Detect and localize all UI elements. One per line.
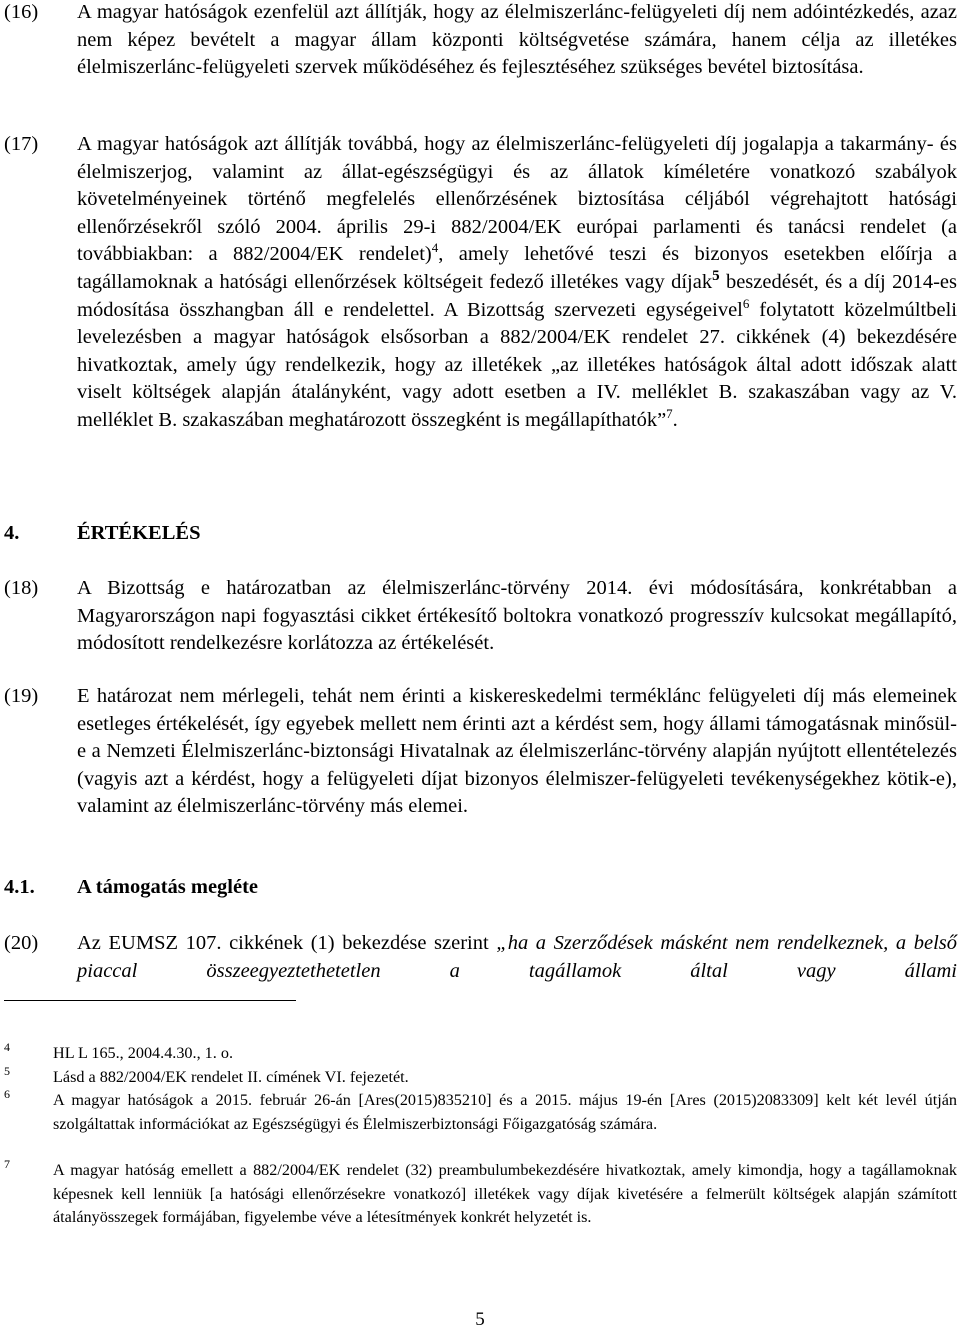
paragraph-number: (19) [4, 685, 39, 707]
footnote-4 [0, 1042, 960, 1066]
heading-title: ÉRTÉKELÉS [77, 522, 201, 544]
footnote-ref-5: 5 [712, 267, 720, 284]
paragraph-18 [0, 575, 960, 658]
paragraph-19 [0, 683, 960, 821]
footnote-ref-6: 6 [742, 295, 750, 311]
section-heading-4-1 [4, 876, 258, 899]
footnote-separator [4, 1000, 296, 1001]
heading-title: A támogatás megléte [77, 876, 259, 898]
footnote-mark: 5 [4, 1064, 10, 1078]
quoted-treaty-text: „ha a Szerződések másként nem rendelkeznek, a belső piaccal összeegyeztethetetlen a tagállamok által vagy állami [77, 932, 957, 982]
paragraph-text: Az EUMSZ 107. cikkének (1) bekezdése szerint „ha a Szerződések másként nem rendelkeznek, a belső piaccal összeegyeztethetetlen a tagállamok által vagy állami [77, 932, 957, 982]
paragraph-number: (20) [4, 932, 39, 954]
footnote-text: HL L 165., 2004.4.30., 1. o. [53, 1044, 233, 1062]
footnote-mark: 4 [4, 1040, 10, 1054]
footnote-mark: 7 [4, 1157, 10, 1171]
footnote-text: A magyar hatóság emellett a 882/2004/EK rendelet (32) preambulumbekezdésére hivatkoztak, amely kimondja, hogy a tagállamoknak képesnek kell lenniük [a hatósági ellenőrzésekre vonatkozó] illetékek vagy díjak kivetésére a felmerült költségek alapján számított átalányösszegek formájában, figyelembe véve a létesítmények konkrét helyzetét is. [53, 1161, 957, 1227]
footnote-ref-4: 4 [431, 240, 439, 256]
footnote-mark: 6 [4, 1087, 10, 1101]
footnote-text: A magyar hatóságok a 2015. február 26-án [Ares(2015)835210] és a 2015. május 19-én [Ares (2015)2083309] kelt két levél útján szolgáltattak információkat az Egészségügyi és Élelmiszerbiztonsági Főigazgatóság számára. [53, 1091, 957, 1133]
paragraph-20 [0, 930, 960, 985]
footnote-text: Lásd a 882/2004/EK rendelet II. címének VI. fejezetét. [53, 1068, 409, 1086]
paragraph-number: (18) [4, 577, 39, 599]
paragraph-text: E határozat nem mérlegeli, tehát nem érinti a kiskereskedelmi terméklánc felügyeleti díj más elemeinek esetleges értékelését, így egyebek mellett nem érinti azt a kérdést sem, hogy állami támogatásnak minősül-e a Nemzeti Élelmiszerlánc-biztonsági Hivatalnak az élelmiszerlánc-törvény alapján nyújtott ellentételezés (vagyis azt a kérdést, hogy a felügyeleti díjat bizonyos élelmiszer-felügyeleti tevékenységekhez kötik-e), valamint az élelmiszerlánc-törvény más elemei. [77, 685, 957, 818]
paragraph-text: A magyar hatóságok azt állítják továbbá, hogy az élelmiszerlánc-felügyeleti díj jogalapja a takarmány- és élelmiszerjog, valamint az állat-egészségügyi és az állatok kíméletére vonatkozó szabályok követelményeinek történő megfelelés ellenőrzésének biztosítása céljából végrehajtott hatósági ellenőrzésekről szóló 2004. április 29-i 882/2004/EK európai parlamenti és tanácsi rendelet (a továbbiakban: a 882/2004/EK rendelet)$^4$, amely lehetővé teszi és bizonyos esetekben előírja a tagállamoknak a hatósági ellenőrzések költségeit fedező illetékes vagy díjak$^5$ beszedését, és a díj 2014-es módosítása összhangban áll e rendelettel. A Bizottság szervezeti egységeivel$^6$ folytatott közelmúltbeli levelezésben a magyar hatóságok elsősorban a 882/2004/EK rendelet 27. cikkének (4) bekezdésére hivatkoztak, amely úgy rendelkezik, hogy az illetékek „az illetékes hatóságok által adott időszak alatt viselt költségek alapján átalányként, vagy adott esetben a IV. melléklet B. szakaszában vagy az V. melléklet B. szakaszában meghatározott összegként is megállapíthatók”$^7$. [77, 133, 957, 431]
paragraph-number: (16) [4, 1, 39, 23]
paragraph-text: A magyar hatóságok ezenfelül azt állítják, hogy az élelmiszerlánc-felügyeleti díj nem adóintézkedés, azaz nem képez bevételt a magyar állam központi költségvetése számára, hanem célja az illetékes élelmiszerlánc-felügyeleti szervek működéséhez és fejlesztéséhez szükséges bevétel biztosítása. [77, 1, 957, 79]
footnote-ref-7: 7 [666, 405, 673, 421]
section-heading-4 [4, 522, 200, 545]
footnote-7 [0, 1159, 960, 1230]
heading-number: 4. [4, 522, 20, 544]
heading-number: 4.1. [4, 876, 35, 898]
footnote-5 [0, 1066, 960, 1090]
paragraph-text: A Bizottság e határozatban az élelmiszerlánc-törvény 2014. évi módosítására, konkrétabban a Magyarországon napi fogyasztási cikket értékesítő boltokra vonatkozó progresszív kulcsokat megállapító, módosított rendelkezésre korlátozza az értékelését. [77, 577, 957, 655]
footnote-6 [0, 1089, 960, 1136]
paragraph-17 [0, 131, 960, 435]
paragraph-number: (17) [4, 133, 39, 155]
paragraph-16 [0, 0, 960, 82]
page-number: 5 [475, 1309, 485, 1330]
